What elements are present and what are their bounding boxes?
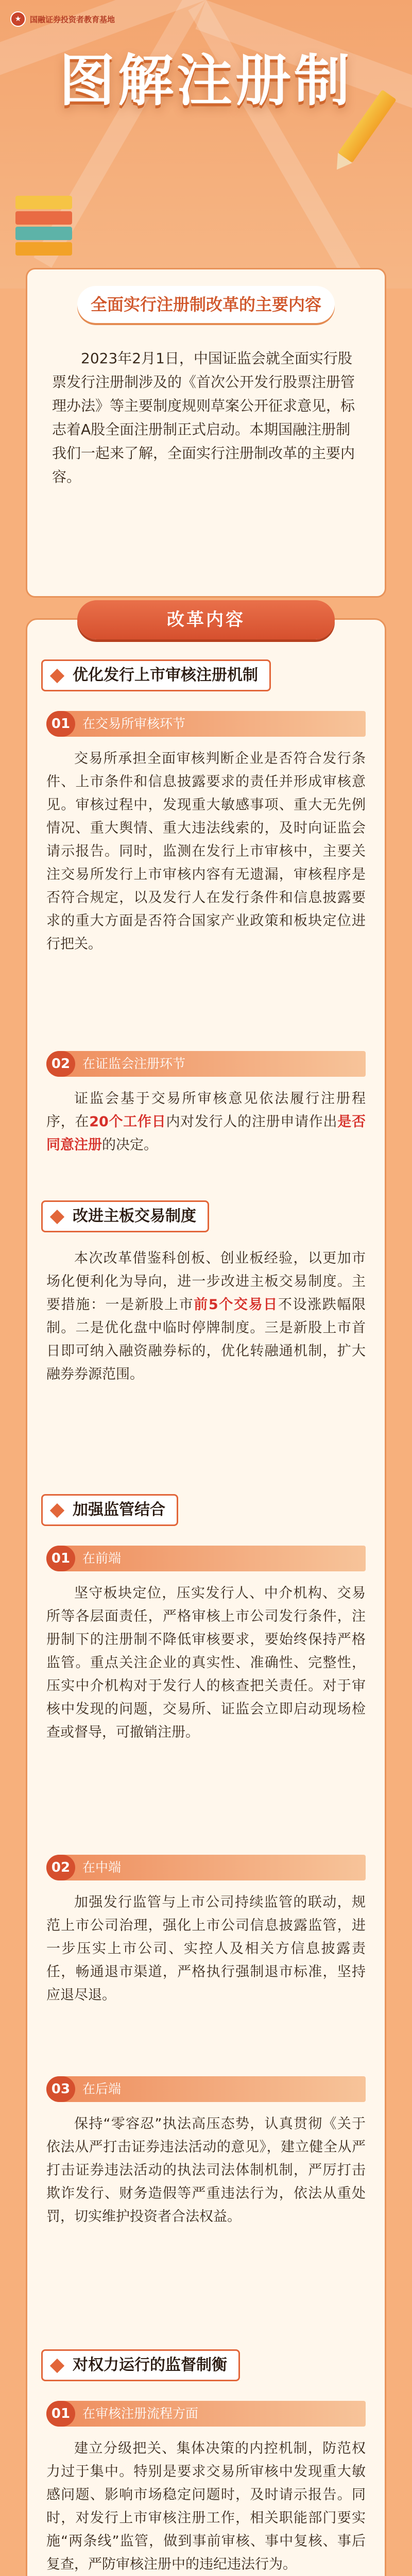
org-logo-icon: ★ xyxy=(10,11,26,27)
tag-supervision: 加强监管结合 xyxy=(41,1494,178,1526)
page-title: 图解注册制 xyxy=(59,49,353,113)
tag-review-mechanism: 优化发行上市审核注册机制 xyxy=(41,659,271,691)
intro-text: 2023年2月1日，中国证监会就全面实行股票发行注册制涉及的《首次公开发行股票注册管理办法》等主要制度规则草案公开征求意见，标志着A股全面注册制正式启动。本期国融注册制我们一起来了解，全面实行注册制改革的主要内容。 xyxy=(52,350,355,485)
back-end-text: 保持“零容忍”执法高压态势，认真贯彻《关于依法从严打击证券违法活动的意见》，建立健全从严打击证券违法活动的执法司法体制机制，严厉打击欺诈发行、财务造假等严重违法行为，依法从重处罚，切实维护投资者合法权益。 xyxy=(46,2116,366,2225)
highlight-text: 是否同意注册 xyxy=(46,1114,366,1153)
text-part: 证监会基于交易所审核意见依法履行注册程序，在 xyxy=(46,1091,366,1130)
sub-number: 02 xyxy=(46,1051,75,1077)
tag-trading-system: 改进主板交易制度 xyxy=(41,1200,209,1232)
sub-csrc-register xyxy=(46,1051,366,1077)
tag-power-oversight: 对权力运行的监督制衡 xyxy=(41,2349,240,2381)
middle-end-text: 加强发行监管与上市公司持续监管的联动，规范上市公司治理，强化上市公司信息披露监管，进一步压实上市公司、实控人及相关方信息披露责任，畅通退市渠道，严格执行强制退市标准，坚持应退尽退。 xyxy=(46,1894,366,2003)
text-part: 的决定。 xyxy=(102,1137,158,1153)
highlight-text: 20个工作日 xyxy=(89,1114,166,1130)
sub-exchange-review xyxy=(46,711,366,737)
sub-review-process xyxy=(46,2401,366,2427)
sub-number: 01 xyxy=(46,2401,75,2427)
review-process-text: 建立分级把关、集体决策的内控机制，防范权力过于集中。特别是要求交易所审核中发现重大敏感问题、影响市场稳定问题时，及时请示报告。同时，对发行上市审核注册工作，相关职能部门要实施“两条线”监管，做到事前审核、事中复核、事后复查，严防审核注册中的违纪违法行为。 xyxy=(46,2441,366,2572)
books-icon xyxy=(15,196,77,278)
sub-title: 在证监会注册环节 xyxy=(82,1056,186,1071)
org-name: 国融证券投资者教育基地 xyxy=(30,14,115,24)
text-part: 内对发行人的注册申请作出 xyxy=(166,1114,338,1130)
sub-title: 在交易所审核环节 xyxy=(82,716,186,731)
sub-middle-end xyxy=(46,1855,366,1880)
org-logo xyxy=(10,11,115,27)
highlight-text: 前5个交易日 xyxy=(194,1297,278,1313)
sub-title: 在后端 xyxy=(82,2081,122,2096)
sub-back-end xyxy=(46,2076,366,2102)
reform-banner: 改革内容 xyxy=(77,600,335,639)
csrc-register-text xyxy=(46,1087,366,1157)
text-part: 本次改革借鉴科创板、创业板经验，以更加市场化便利化为导向，进一步改进主板交易制度。主要措施：一是新股上市 xyxy=(46,1250,366,1313)
hero-header xyxy=(0,0,412,289)
front-end-text: 坚守板块定位，压实发行人、中介机构、交易所等各层面责任，严格审核上市公司发行条件，注册制下的注册制不降低审核要求，要始终保持严格监管。重点关注企业的真实性、准确性、完整性，压实中介机构对于发行人的核查把关责任。对于审核中发现的问题，交易所、证监会立即启动现场检查或督导，可撤销注册。 xyxy=(46,1585,366,1740)
sub-number: 02 xyxy=(46,1855,75,1880)
sub-number: 01 xyxy=(46,1546,75,1571)
sub-title: 在前端 xyxy=(82,1551,122,1566)
sub-title: 在审核注册流程方面 xyxy=(82,2406,199,2421)
text-part: 不设涨跌幅限制。二是优化盘中临时停牌制度。三是新股上市首日即可纳入融资融券标的，优化转融通机制，扩大融券券源范围。 xyxy=(46,1297,366,1382)
sub-number: 01 xyxy=(46,711,75,737)
trading-system-text xyxy=(46,1247,366,1386)
sub-front-end xyxy=(46,1546,366,1571)
sub-number: 03 xyxy=(46,2076,75,2102)
page-subtitle: 全面实行注册制改革的主要内容 xyxy=(77,286,335,323)
sub-title: 在中端 xyxy=(82,1860,122,1875)
exchange-review-text: 交易所承担全面审核判断企业是否符合发行条件、上市条件和信息披露要求的责任并形成审核意见。审核过程中，发现重大敏感事项、重大无先例情况、重大舆情、重大违法线索的，及时向证监会请示报告。同时，监测在发行上市审核中，主要关注交易所发行上市审核内容有无遗漏，审核程序是否符合规定，以及发行人在发行条件和信息披露要求的重大方面是否符合国家产业政策和板块定位进行把关。 xyxy=(46,751,366,952)
